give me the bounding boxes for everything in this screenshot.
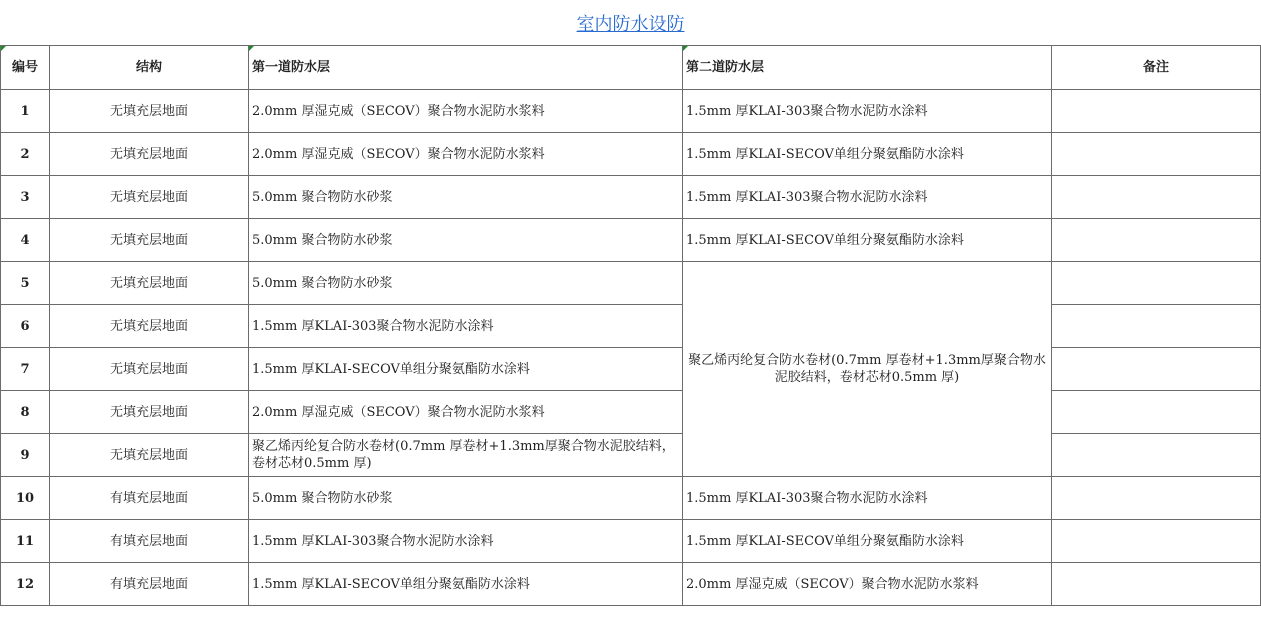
row-second-layer[interactable]: 1.5mm 厚KLAI-303聚合物水泥防水涂料 — [683, 176, 1052, 219]
table-row — [1, 520, 1261, 563]
table-row — [1, 305, 1261, 348]
row-structure[interactable]: 无填充层地面 — [50, 434, 249, 477]
row-structure[interactable]: 无填充层地面 — [50, 305, 249, 348]
row-num[interactable]: 9 — [1, 434, 50, 477]
row-num[interactable]: 7 — [1, 348, 50, 391]
row-num[interactable]: 12 — [1, 563, 50, 606]
header-note[interactable]: 备注 — [1052, 46, 1261, 90]
row-note[interactable] — [1052, 90, 1261, 133]
header-num[interactable]: 编号 — [1, 46, 50, 90]
row-first-layer[interactable]: 2.0mm 厚湿克威（SECOV）聚合物水泥防水浆料 — [249, 133, 683, 176]
row-note[interactable] — [1052, 262, 1261, 305]
row-structure[interactable]: 无填充层地面 — [50, 262, 249, 305]
table-row — [1, 176, 1261, 219]
row-note[interactable] — [1052, 563, 1261, 606]
row-note[interactable] — [1052, 133, 1261, 176]
row-note[interactable] — [1052, 348, 1261, 391]
table-row — [1, 477, 1261, 520]
table-row — [1, 219, 1261, 262]
row-first-layer[interactable]: 1.5mm 厚KLAI-303聚合物水泥防水涂料 — [249, 305, 683, 348]
row-first-layer[interactable]: 1.5mm 厚KLAI-SECOV单组分聚氨酯防水涂料 — [249, 348, 683, 391]
waterproofing-table — [0, 45, 1261, 606]
row-num[interactable]: 3 — [1, 176, 50, 219]
table-row — [1, 563, 1261, 606]
page-title[interactable]: 室内防水设防 — [576, 14, 685, 35]
row-first-layer[interactable]: 聚乙烯丙纶复合防水卷材(0.7mm 厚卷材+1.3mm厚聚合物水泥胶结料，卷材芯材0.5mm 厚) — [249, 434, 683, 477]
row-structure[interactable]: 有填充层地面 — [50, 477, 249, 520]
row-note[interactable] — [1052, 176, 1261, 219]
row-first-layer[interactable]: 1.5mm 厚KLAI-303聚合物水泥防水涂料 — [249, 520, 683, 563]
row-second-layer[interactable]: 2.0mm 厚湿克威（SECOV）聚合物水泥防水浆料 — [683, 563, 1052, 606]
table-row — [1, 262, 1261, 305]
header-structure[interactable]: 结构 — [50, 46, 249, 90]
header-row — [1, 46, 1261, 90]
row-structure[interactable]: 有填充层地面 — [50, 520, 249, 563]
row-structure[interactable]: 有填充层地面 — [50, 563, 249, 606]
row-first-layer[interactable]: 5.0mm 聚合物防水砂浆 — [249, 219, 683, 262]
row-first-layer[interactable]: 5.0mm 聚合物防水砂浆 — [249, 262, 683, 305]
row-structure[interactable]: 无填充层地面 — [50, 90, 249, 133]
row-structure[interactable]: 无填充层地面 — [50, 348, 249, 391]
table-row — [1, 391, 1261, 434]
header-first-layer[interactable]: 第一道防水层 — [249, 46, 683, 90]
row-structure[interactable]: 无填充层地面 — [50, 176, 249, 219]
header-second-layer[interactable]: 第二道防水层 — [683, 46, 1052, 90]
row-num[interactable]: 4 — [1, 219, 50, 262]
row-first-layer[interactable]: 5.0mm 聚合物防水砂浆 — [249, 477, 683, 520]
row-note[interactable] — [1052, 434, 1261, 477]
row-note[interactable] — [1052, 520, 1261, 563]
row-num[interactable]: 10 — [1, 477, 50, 520]
row-note[interactable] — [1052, 219, 1261, 262]
row-structure[interactable]: 无填充层地面 — [50, 391, 249, 434]
row-second-layer[interactable]: 1.5mm 厚KLAI-SECOV单组分聚氨酯防水涂料 — [683, 133, 1052, 176]
merged-second-layer-cell[interactable]: 聚乙烯丙纶复合防水卷材(0.7mm 厚卷材+1.3mm厚聚合物水泥胶结料，卷材芯材0.5mm 厚) — [683, 262, 1052, 477]
row-first-layer[interactable]: 2.0mm 厚湿克威（SECOV）聚合物水泥防水浆料 — [249, 90, 683, 133]
row-first-layer[interactable]: 1.5mm 厚KLAI-SECOV单组分聚氨酯防水涂料 — [249, 563, 683, 606]
comment-marker-icon[interactable] — [1, 46, 6, 51]
comment-marker-icon[interactable] — [249, 46, 254, 51]
row-num[interactable]: 1 — [1, 90, 50, 133]
row-second-layer[interactable]: 1.5mm 厚KLAI-303聚合物水泥防水涂料 — [683, 477, 1052, 520]
row-structure[interactable]: 无填充层地面 — [50, 219, 249, 262]
row-num[interactable]: 2 — [1, 133, 50, 176]
row-first-layer[interactable]: 5.0mm 聚合物防水砂浆 — [249, 176, 683, 219]
row-num[interactable]: 5 — [1, 262, 50, 305]
comment-marker-icon[interactable] — [683, 46, 688, 51]
row-second-layer[interactable]: 1.5mm 厚KLAI-SECOV单组分聚氨酯防水涂料 — [683, 219, 1052, 262]
row-num[interactable]: 11 — [1, 520, 50, 563]
table-row — [1, 133, 1261, 176]
table-row — [1, 90, 1261, 133]
table-row — [1, 434, 1261, 477]
row-num[interactable]: 8 — [1, 391, 50, 434]
row-structure[interactable]: 无填充层地面 — [50, 133, 249, 176]
row-num[interactable]: 6 — [1, 305, 50, 348]
row-second-layer[interactable]: 1.5mm 厚KLAI-303聚合物水泥防水涂料 — [683, 90, 1052, 133]
row-note[interactable] — [1052, 305, 1261, 348]
row-first-layer[interactable]: 2.0mm 厚湿克威（SECOV）聚合物水泥防水浆料 — [249, 391, 683, 434]
table-row — [1, 348, 1261, 391]
row-second-layer[interactable]: 1.5mm 厚KLAI-SECOV单组分聚氨酯防水涂料 — [683, 520, 1052, 563]
row-note[interactable] — [1052, 391, 1261, 434]
row-note[interactable] — [1052, 477, 1261, 520]
